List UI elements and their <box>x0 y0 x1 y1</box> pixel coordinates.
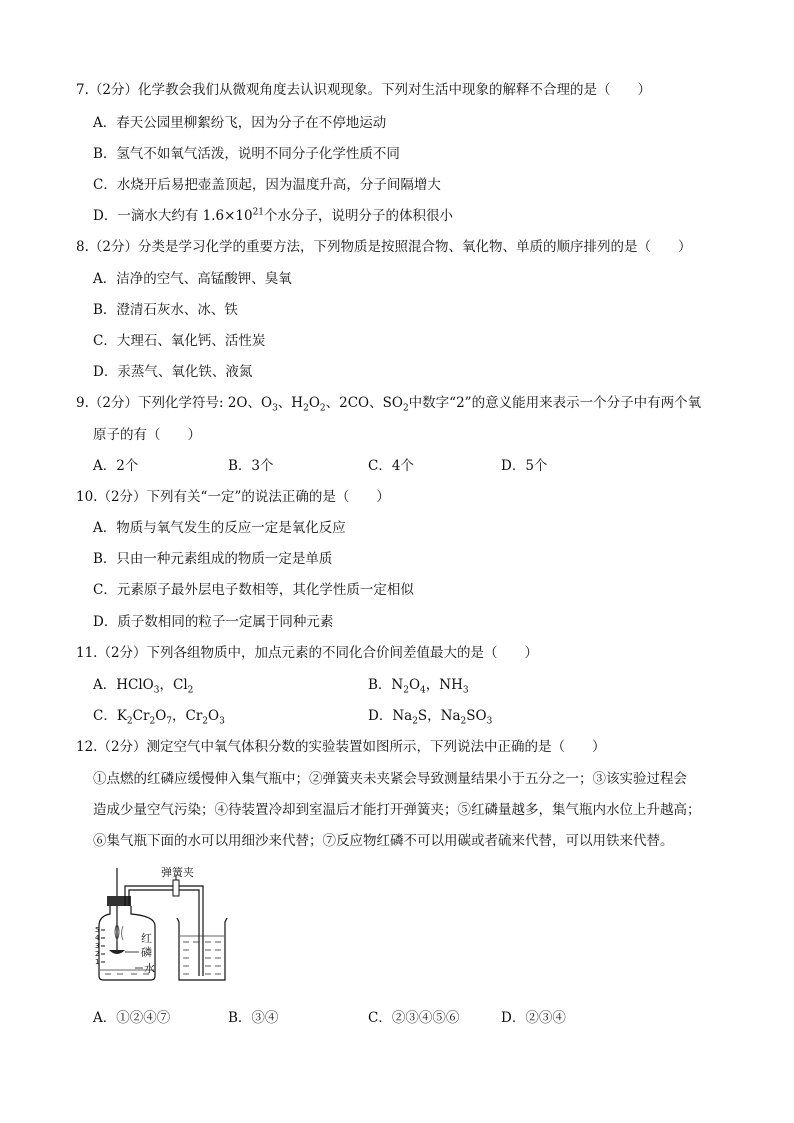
q12-statement-line-1: ①点燃的红磷应缓慢伸入集气瓶中；②弹簧夹未夹紧会导致测量结果小于五分之一；③该实验过程会 <box>93 771 687 787</box>
spring-clamp-label: 弹簧夹 <box>161 866 194 879</box>
q10-option-c: C．元素原子最外层电子数相等，其化学性质一定相似 <box>93 582 414 598</box>
q8-stem: 8.（2分）分类是学习化学的重要方法，下列物质是按照混合物、氧化物、单质的顺序排列的是（ ） <box>76 239 692 255</box>
scale-mark-5: 5 <box>95 926 100 934</box>
q7-option-c: C．水烧开后易把壶盖顶起，因为温度升高，分子间隔增大 <box>93 177 441 193</box>
volume-scale <box>95 926 105 966</box>
q9-option-a: A．2个 <box>93 458 139 474</box>
combustion-spoon <box>109 950 125 954</box>
scale-mark-1: 1 <box>95 958 100 966</box>
q8-option-a: A．洁净的空气、高锰酸钾、臭氧 <box>93 271 292 287</box>
q10-option-d: D．质子数相同的粒子一定属于同种元素 <box>93 614 334 630</box>
q11-option-a: A．HClO$_3$，$Cl_2$ <box>93 677 194 696</box>
q7-stem: 7.（2分）化学教会我们从微观角度去认识观现象。下列对生活中现象的解释不合理的是（ ） <box>76 82 651 98</box>
q9-option-d: D．5个 <box>501 458 548 474</box>
q12-stem: 12.（2分）测定空气中氧气体积分数的实验装置如图所示，下列说法中正确的是（ ） <box>76 739 606 755</box>
q12-statement-line-3: ⑥集气瓶下面的水可以用细沙来代替；⑦反应物红磷不可以用碳或者硫来代替，可以用铁来代替。 <box>93 833 674 849</box>
q10-option-a: A．物质与氧气发生的反应一定是氧化反应 <box>93 520 346 536</box>
q10-option-b: B．只由一种元素组成的物质一定是单质 <box>93 551 333 567</box>
beaker-water <box>180 936 224 974</box>
scale-mark-3: 3 <box>95 942 100 950</box>
connecting-tube <box>125 886 203 976</box>
q12-option-c: C．②③④⑤⑥ <box>368 1010 460 1026</box>
beaker <box>177 918 227 980</box>
q7-option-d: D．一滴水大约有 $1.6\times 10^{21}$个水分子，说明分子的体积很小 <box>93 207 454 224</box>
q7-option-a: A．春天公园里柳絮纷飞，因为分子在不停地运动 <box>93 115 387 131</box>
q10-stem: 10.（2分）下列有关“一定”的说法正确的是（ ） <box>76 489 390 505</box>
q8-option-d: D．汞蒸气、氧化铁、液氮 <box>93 364 253 380</box>
red-phosphorus-label-1: 红 <box>141 932 152 945</box>
q9-option-b: B．3个 <box>228 458 274 474</box>
scale-mark-4: 4 <box>95 934 100 942</box>
q12-statement-line-2: 造成少量空气污染；④待装置冷却到室温后才能打开弹簧夹；⑤红磷量越多，集气瓶内水位上升越高； <box>93 802 701 818</box>
q7-option-b: B．氢气不如氧气活泼，说明不同分子化学性质不同 <box>93 146 400 162</box>
q12-option-d: D．②③④ <box>501 1010 566 1026</box>
q11-option-c: C．$K_2Cr_2O_7$，$Cr_2O_3$ <box>93 708 225 727</box>
q11-option-b: B．$N_2O_4$，$NH_3$ <box>368 677 469 696</box>
q12-option-a: A．①②④⑦ <box>93 1010 171 1026</box>
q12-option-b: B．③④ <box>228 1010 279 1026</box>
red-phosphorus-label-2: 磷 <box>141 946 152 959</box>
q9-option-c: C．4个 <box>368 458 414 474</box>
stopper <box>107 896 131 906</box>
scale-mark-2: 2 <box>95 950 100 958</box>
q11-option-d: D．$Na_2S$，$Na_2SO_3$ <box>368 708 493 727</box>
apparatus-figure <box>95 864 265 986</box>
q8-option-c: C．大理石、氧化钙、活性炭 <box>93 333 266 349</box>
q9-stem: 9.（2分）下列化学符号: 2O、$O_3$、$H_2O_2$、2CO、$SO_2$中数字“2”的意义能用来表示一个分子中有两个氧 <box>76 395 702 414</box>
q9-stem-continuation: 原子的有（ ） <box>93 427 201 443</box>
q11-stem: 11.（2分）下列各组物质中，加点元素的不同化合价间差值最大的是（ ） <box>76 645 539 661</box>
spring-clamp <box>173 880 179 896</box>
q8-option-b: B．澄清石灰水、冰、铁 <box>93 302 238 318</box>
water-label: 水 <box>144 962 155 975</box>
